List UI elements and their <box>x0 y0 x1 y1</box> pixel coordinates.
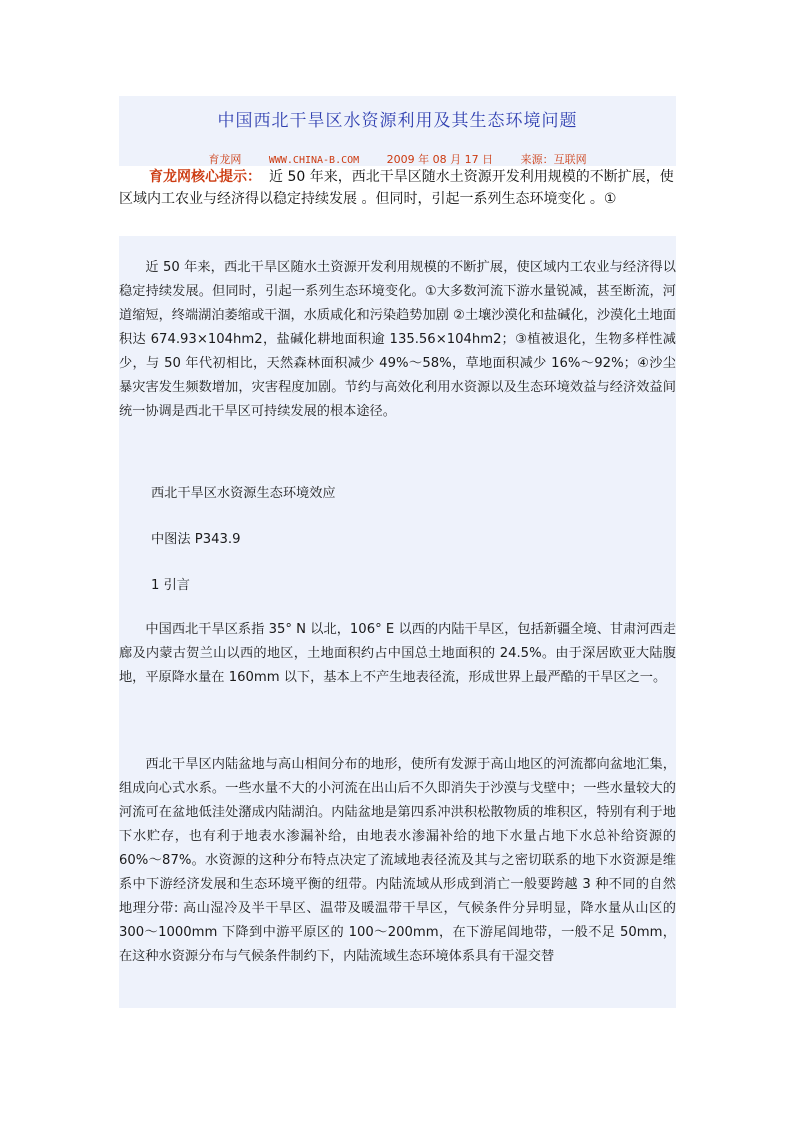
site-name: 育龙网 <box>208 153 242 166</box>
core-tip <box>119 166 676 210</box>
abstract-paragraph: 近 50 年来，西北干旱区随水土资源开发利用规模的不断扩展，使区域内工农业与经济得以稳定持续发展。但同时，引起一系列生态环境变化。①大多数河流下游水量锐减，甚至断流，河道缩短，终端湖泊萎缩或干涸，水质咸化和污染趋势加剧 ②土壤沙漠化和盐碱化，沙漠化土地面积达 674.93×104hm2，盐碱化耕地面积逾 135.56×104hm2；③植被退化，生物多样性减少，与 50 年代初相比，天然森林面积减少 49%～58%，草地面积减少 16%～92%；④沙尘暴灾害发生频数增加，灾害程度加剧。节约与高效化利用水资源以及生态环境效益与经济效益间统一协调是西北干旱区可持续发展的根本途径。 <box>119 260 676 419</box>
intro-paragraph: 中国西北干旱区系指 35° N 以北，106° E 以西的内陆干旱区，包括新疆全境、甘肃河西走廊及内蒙古贺兰山以西的地区，土地面积约占中国总土地面积的 24.5%。由于深居欧亚大陆腹地，平原降水量在 160mm 以下，基本上不产生地表径流，形成世界上最严酷的干旱区之一。 <box>119 622 676 685</box>
classification-number: 中图法 P343.9 <box>151 532 241 547</box>
section-heading: 1 引言 <box>151 578 190 593</box>
core-tip-text: 近 50 年来，西北干旱区随水土资源开发利用规模的不断扩展，使区域内工农业与经济得以稳定持续发展 。但同时，引起一系列生态环境变化 。① <box>119 169 674 207</box>
article-meta <box>119 151 676 167</box>
core-tip-label: 育龙网核心提示： <box>149 169 261 185</box>
keywords: 西北干旱区水资源生态环境效应 <box>151 486 336 501</box>
article-body <box>119 236 676 1008</box>
body-paragraph: 西北干旱区内陆盆地与高山相间分布的地形，使所有发源于高山地区的河流都向盆地汇集，组成向心式水系。一些水量不大的小河流在出山后不久即消失于沙漠与戈壁中；一些水量较大的河流可在盆地低洼处潴成内陆湖泊。内陆盆地是第四系冲洪积松散物质的堆积区，特别有利于地下水贮存，也有利于地表水渗漏补给，由地表水渗漏补给的地下水量占地下水总补给资源的 60%～87%。水资源的这种分布特点决定了流域地表径流及其与之密切联系的地下水资源是维系中下游经济发展和生态环境平衡的纽带。内陆流域从形成到消亡一般要跨越 3 种不同的自然地理分带: 高山湿冷及半干旱区、温带及暖温带干旱区，气候条件分异明显，降水量从山区的 300～1000mm 下降到中游平原区的 100～200mm，在下游尾闾地带，一般不足 50mm，在这种水资源分布与气候条件制约下，内陆流域生态环境体系具有干湿交替 <box>119 757 676 964</box>
article-title: 中国西北干旱区水资源利用及其生态环境问题 <box>217 111 578 131</box>
article-header <box>119 96 676 166</box>
article-source: 来源：互联网 <box>520 153 587 166</box>
site-url[interactable]: WWW.CHINA-B.COM <box>268 155 360 166</box>
publish-date: 2009 年 08 月 17 日 <box>386 153 494 166</box>
article-page <box>119 96 676 1008</box>
